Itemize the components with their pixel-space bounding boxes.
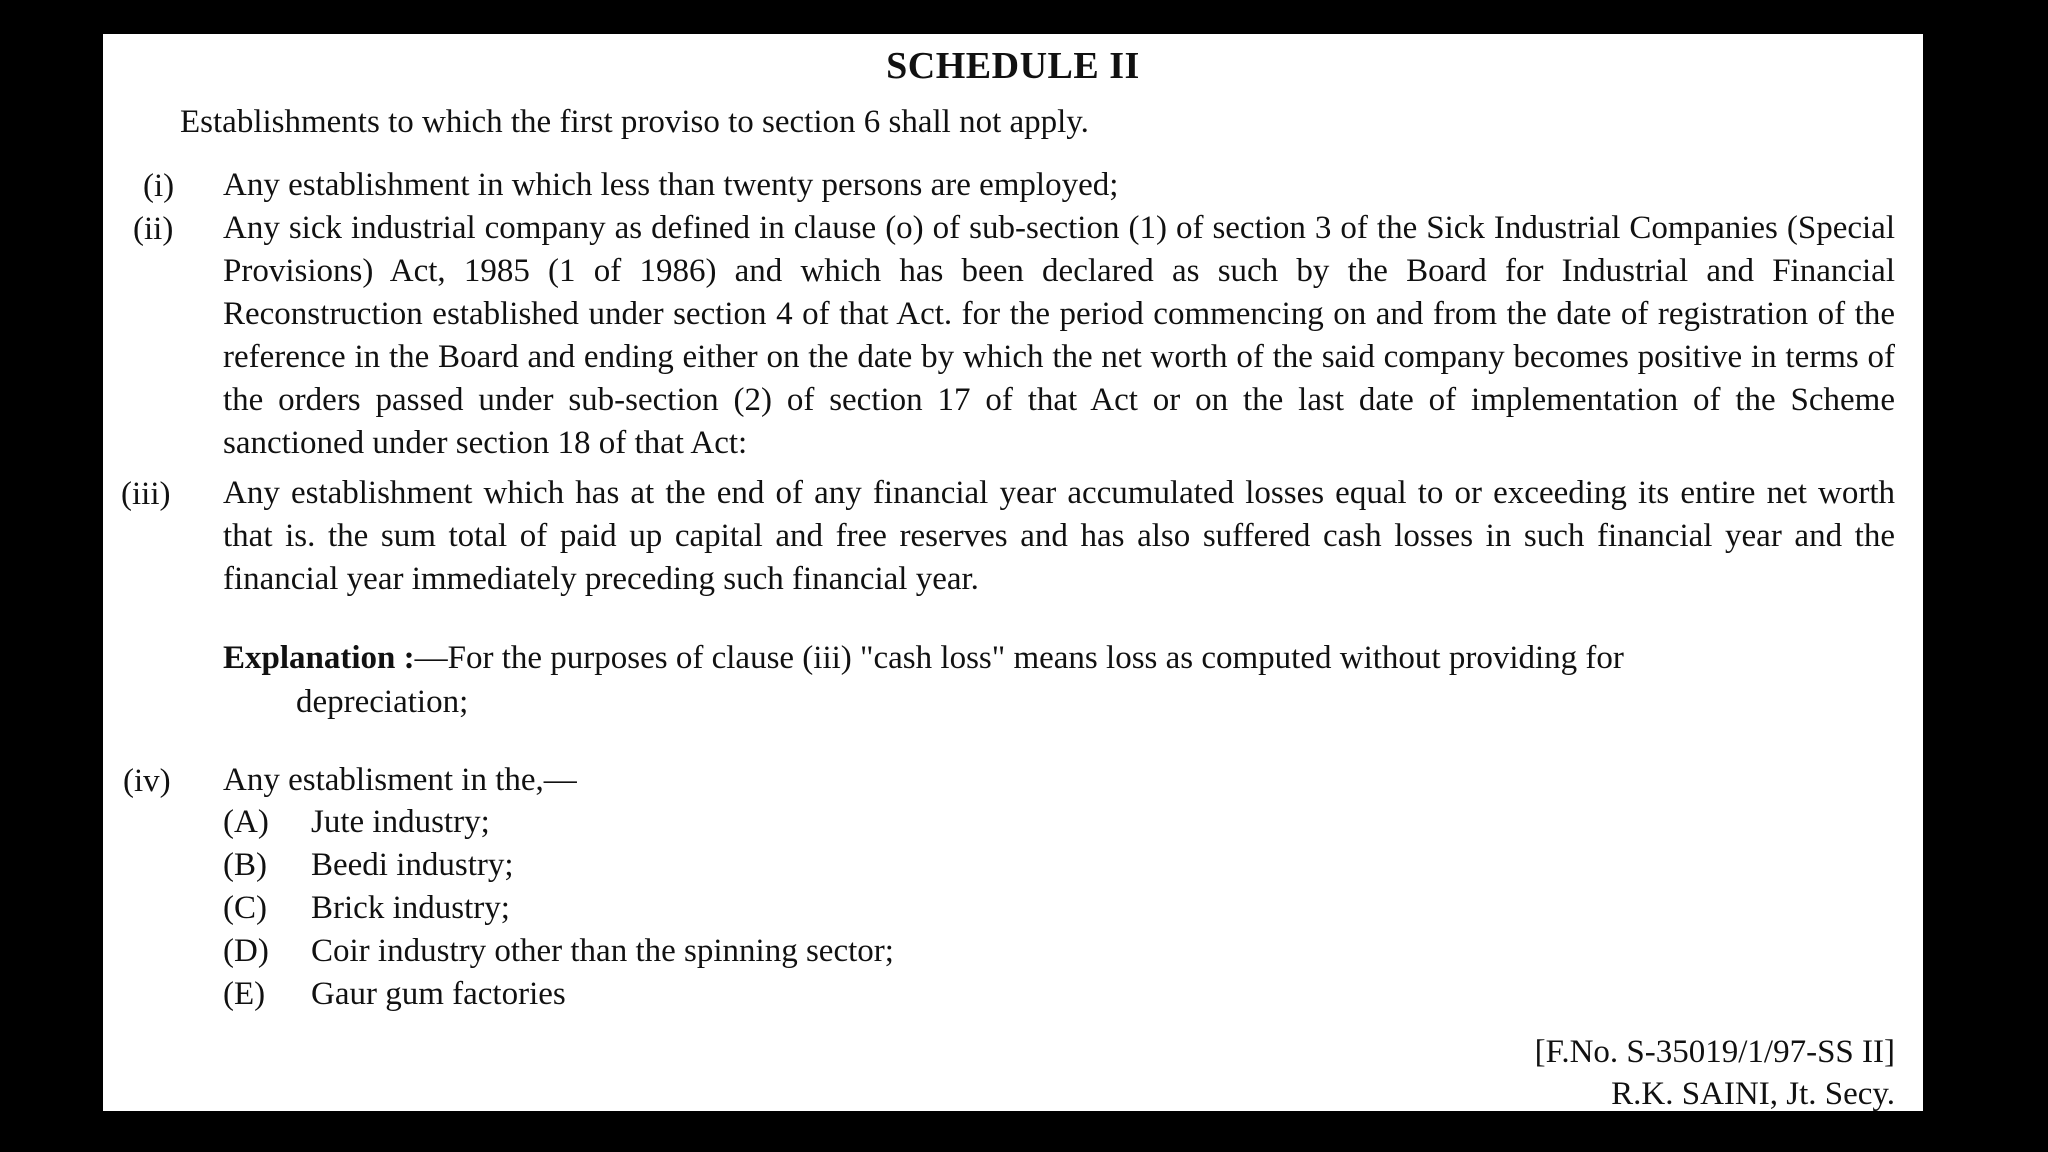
- item-text-iv: Any establisment in the,—: [223, 762, 577, 798]
- schedule-intro: Establishments to which the first proviso to section 6 shall not apply.: [180, 104, 1089, 140]
- sub-item-letter: (E): [223, 976, 266, 1012]
- item-label-ii: (ii): [133, 211, 174, 247]
- explanation-text-continued: depreciation;: [296, 684, 469, 720]
- sub-item-a: [223, 804, 490, 841]
- explanation-label: Explanation :: [223, 640, 415, 676]
- sub-item-letter: (C): [223, 890, 267, 926]
- sub-item-text: Coir industry other than the spinning sector;: [311, 933, 894, 969]
- explanation-block: [223, 636, 1895, 724]
- sub-item-text: Jute industry;: [311, 804, 490, 840]
- sub-item-letter: (B): [223, 847, 267, 883]
- signatory: R.K. SAINI, Jt. Secy.: [1611, 1076, 1895, 1112]
- document-page: [103, 34, 1923, 1111]
- sub-item-letter: (A): [223, 804, 269, 840]
- item-label-iv: (iv): [123, 763, 171, 799]
- explanation-text: —For the purposes of clause (iii) "cash loss" means loss as computed without providing for: [414, 640, 1624, 676]
- sub-item-text: Brick industry;: [311, 890, 510, 926]
- sub-item-text: Beedi industry;: [311, 847, 514, 883]
- item-text-ii: Any sick industrial company as defined in clause (o) of sub-section (1) of section 3 of the Sick Industrial Companies (Special Provisions) Act, 1985 (1 of 1986) and which has been declared as such by the Board for Industrial and Financial Reconstruction established under section 4 of that Act. for the period commencing on and from the date of registration of the reference in the Board and ending either on the date by which the net worth of the said company becomes positive in terms of the orders passed under sub-section (2) of section 17 of that Act or on the last date of implementation of the Scheme sanctioned under section 18 of that Act:: [223, 210, 1895, 461]
- sub-item-c: [223, 890, 510, 927]
- item-label-i: (i): [143, 168, 175, 204]
- item-text-i: Any establishment in which less than twenty persons are employed;: [223, 167, 1119, 203]
- file-number: [F.No. S-35019/1/97-SS II]: [1534, 1034, 1895, 1070]
- item-text-iii: Any establishment which has at the end of any financial year accumulated losses equal to or exceeding its entire net worth that is. the sum total of paid up capital and free reserves and has also suffered cash losses in such financial year and the financial year immediately preceding such financial year.: [223, 475, 1895, 597]
- item-label-iii: (iii): [121, 476, 171, 512]
- schedule-title: SCHEDULE II: [886, 45, 1140, 87]
- sub-item-text: Gaur gum factories: [311, 976, 566, 1012]
- sub-item-b: [223, 847, 514, 884]
- sub-item-d: [223, 933, 894, 970]
- sub-item-e: [223, 976, 566, 1013]
- sub-item-letter: (D): [223, 933, 269, 969]
